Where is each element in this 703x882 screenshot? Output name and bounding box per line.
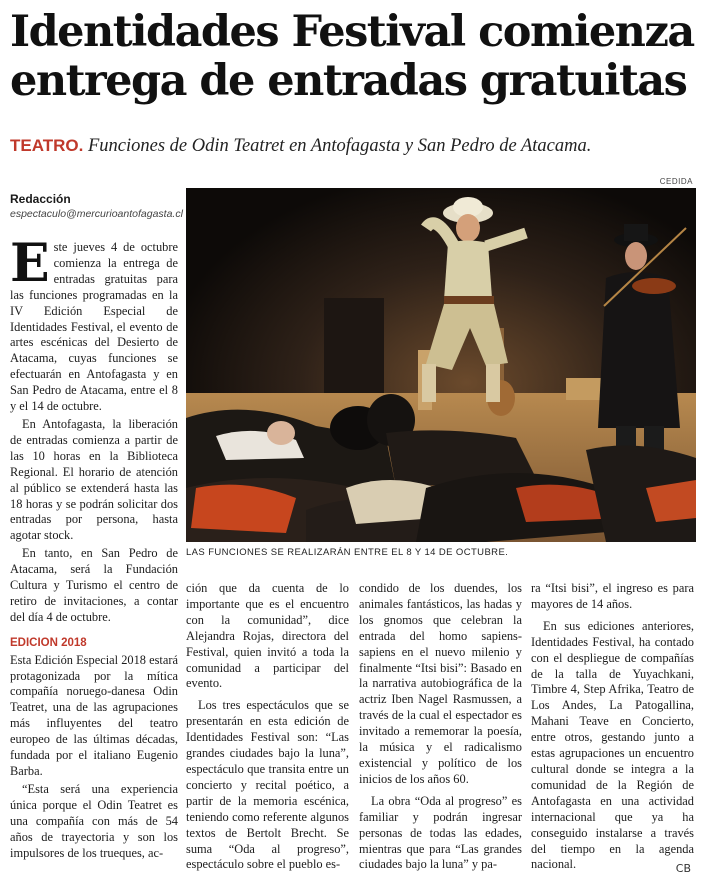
paragraph: La obra “Oda al progreso” es familiar y podrán ingresar personas de todas las edades, mientras que para “Las grandes ciudades bajo la luna” y pa- (359, 793, 522, 872)
author-name: Redacción (10, 192, 71, 206)
paragraph: En Antofagasta, la liberación de entradas comienza a partir de las 10 horas en la Biblioteca Regional. El horario de atención al público se extenderá hasta las 18 horas y se podrán solicitar dos entradas por persona, hasta agotar stock. (10, 416, 178, 543)
article-photo (186, 188, 696, 542)
paragraph: Esta Edición Especial 2018 estará protagonizada por la mítica compañía noruego-danesa Odin Teatret, una de las agrupaciones más influyentes del teatro europeo de las últimas décadas, fundada por el italiano Eugenio Barba. (10, 652, 178, 778)
section-heading: EDICION 2018 (10, 636, 87, 649)
paragraph: Este jueves 4 de octubre comienza la entrega de entradas gratuitas para las funciones programadas en la IV Edición Especial de Identidades Festival, el evento de artes escénicas del Desierto de Atacama, cuyas funciones se efectuarán en Antofagasta y en San Pedro de Atacama, entre el 8 y el 14 de octubre. (10, 233, 178, 414)
section-kicker: TEATRO. (10, 136, 84, 155)
photo-caption: LAS FUNCIONES SE REALIZARÁN ENTRE EL 8 Y 14 DE OCTUBRE. (186, 547, 509, 558)
headline: Identidades Festival comienza entrega de entradas gratuitas (10, 7, 694, 106)
paragraph: “Esta será una experiencia única porque el Odin Teatret es una compañía con más de 54 años de trayectoria y son los impulsores de los trueques, ac- (10, 781, 178, 860)
cb-endmark-icon: CB (675, 862, 691, 875)
subhead (10, 135, 700, 157)
article-column-2 (186, 581, 349, 875)
paragraph: condido de los duendes, los animales fantásticos, las hadas y los gnomos que celebran la entrada del homo sapiens-sapiens en el nuevo milenio y finalmente “Itsi bisi”: Basado en la narrativa autobiográfica de la actriz Iben Nagel Rasmussen, a través de la cual el espectador es invitado a rememorar la poesía, la música y el radicalismo existencial y político de los inicios de los años 60. (359, 581, 522, 786)
drop-cap: E (10, 233, 50, 294)
paragraph: En tanto, en San Pedro de Atacama, será la Fundación Cultura y Turismo el centro de retiro de invitaciones, a contar del día 4 de octubre. (10, 546, 178, 624)
paragraph: Los tres espectáculos que se presentarán en esta edición de Identidades Festival son: “Las grandes ciudades bajo la luna”, espectáculo que transita entre un concierto y recital poético, a partir de la memoria escénica, teniendo como referente algunos textos de Bertolt Brecht. Se suma “Oda al progreso”, espectáculo sobre el pueblo es- (186, 698, 349, 872)
article-column-3 (359, 581, 522, 875)
author-email: espectaculo@mercurioantofagasta.cl (10, 208, 183, 220)
byline (10, 192, 183, 221)
deck: Funciones de Odin Teatret en Antofagasta y San Pedro de Atacama. (87, 136, 592, 156)
paragraph: ra “Itsi bisi”, el ingreso es para mayores de 14 años. (531, 581, 694, 611)
article-column-1 (10, 233, 178, 863)
photo-credit: CEDIDA (659, 177, 693, 186)
paragraph: En sus ediciones anteriores, Identidades Festival, ha contado con el despliegue de compañías de la talla de Yuyachkani, Timbre 4, Step Afrika, Teatro de Los Andes, La Patogallina, Mahani Teave en Concierto, entre otros, gestando junto a estas agrupaciones un encuentro cultural donde se integra a la comunidad de la Región de Antofagasta en una actividad internacional que ya ha conseguido instalarse a través del tiempo en la agenda nacional. (531, 618, 694, 872)
stage-photo-illustration (186, 188, 696, 542)
paragraph: ción que da cuenta de lo importante que es el encuentro con la comunidad”, dice Alejandra Rojas, directora del Festival, quien invitó a toda la comunidad a participar del evento. (186, 581, 349, 691)
article-column-4 (531, 581, 694, 875)
